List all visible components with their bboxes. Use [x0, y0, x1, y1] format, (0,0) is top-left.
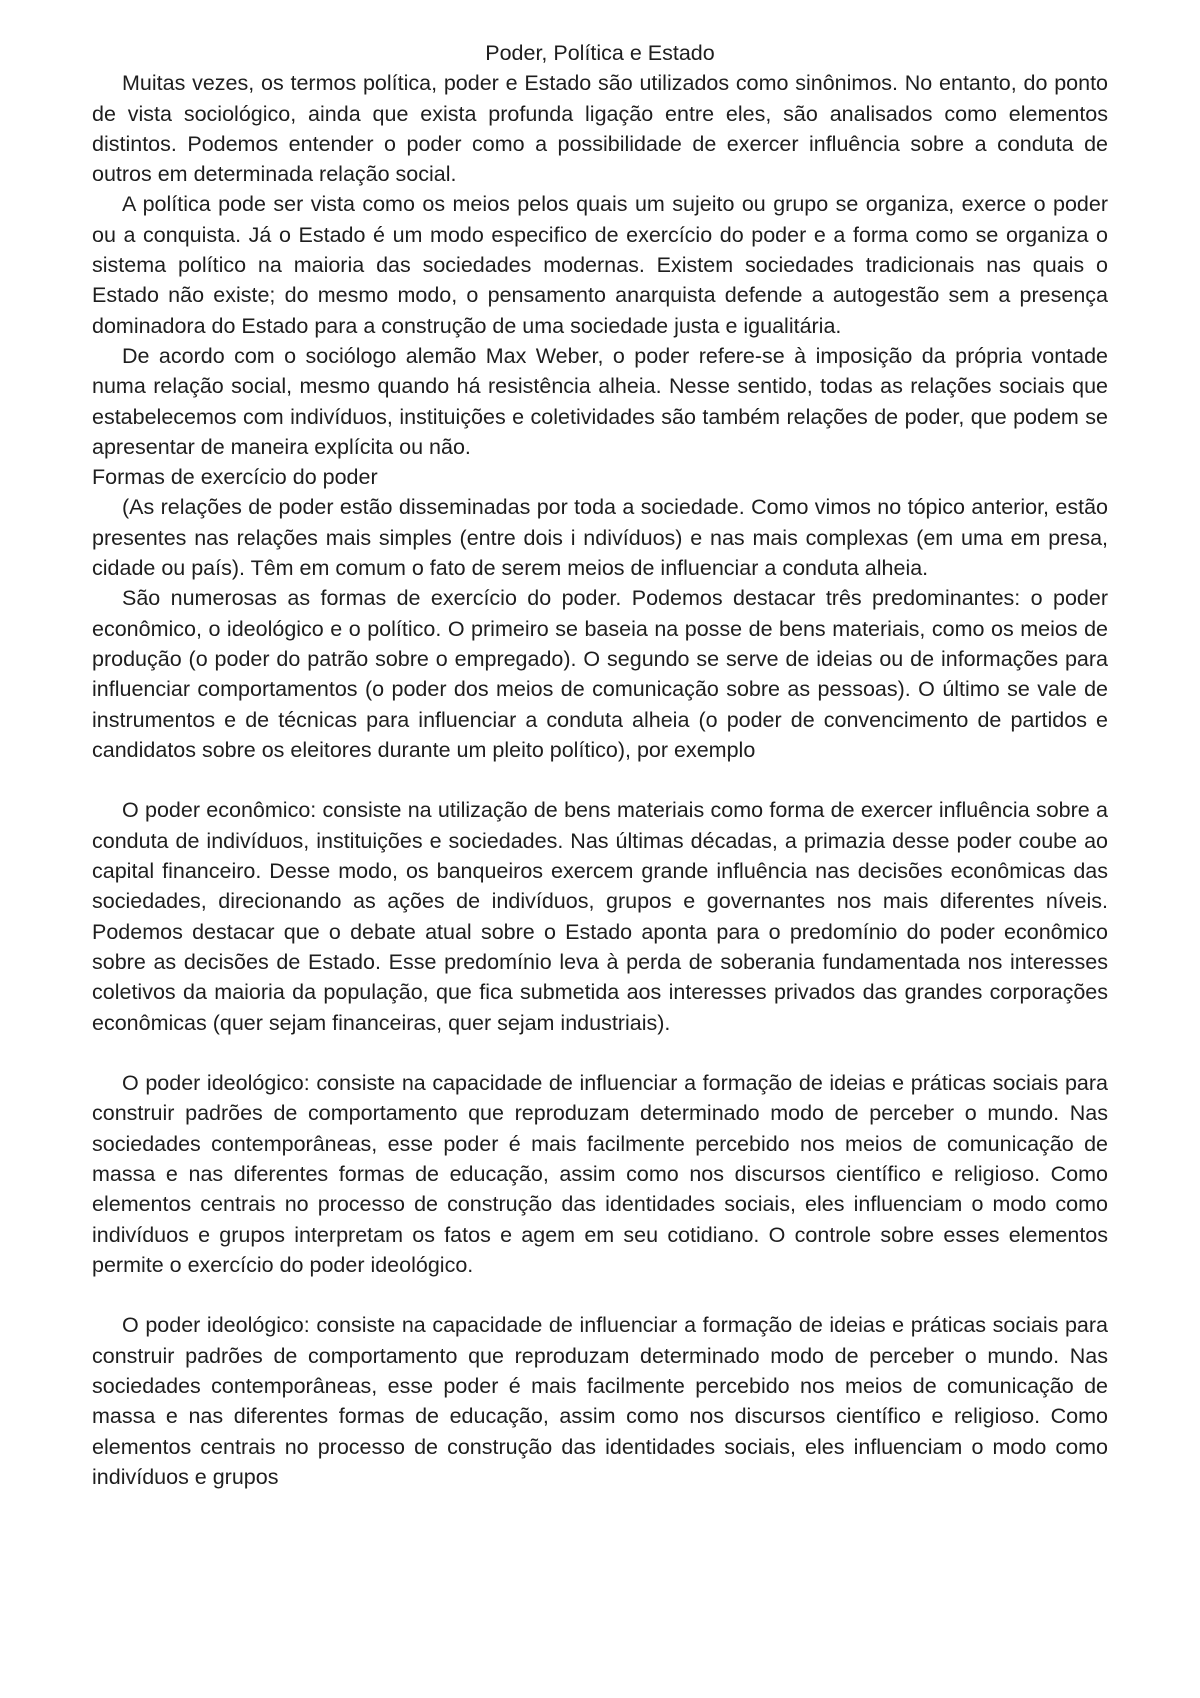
blank-line: [92, 1038, 1108, 1068]
paragraph-politica: A política pode ser vista como os meios pelos quais um sujeito ou grupo se organiza, exerce o poder ou a conquista. Já o Estado é um modo especifico de exercício do poder e a forma como se organiza o sistema político na maioria das sociedades modernas. Existem sociedades tradicionais nas quais o Estado não existe; do mesmo modo, o pensamento anarquista defende a autogestão sem a presença dominadora do Estado para a construção de uma sociedade justa e igualitária.: [92, 192, 1108, 338]
section-heading: Formas de exercício do poder: [92, 465, 378, 490]
paragraph-poder-ideologico-repeat: O poder ideológico: consiste na capacidade de influenciar a formação de ideias e práticas sociais para construir padrões de comportamento que reproduzam determinado modo de perceber o mundo. Nas sociedades contemporâneas, esse poder é mais facilmente percebido nos meios de comunicação de massa e nas diferentes formas de educação, assim como nos discursos científico e religioso. Como elementos centrais no processo de construção das identidades sociais, eles influenciam o modo como indivíduos e grupos: [92, 1313, 1108, 1489]
paragraph-poder-economico: O poder econômico: consiste na utilização de bens materiais como forma de exercer influência sobre a conduta de indivíduos, instituições e sociedades. Nas últimas décadas, a primazia desse poder coube ao capital financeiro. Desse modo, os banqueiros exercem grande influência nas decisões econômicas das sociedades, direcionando as ações de indivíduos, grupos e governantes nos mais diferentes níveis. Podemos destacar que o debate atual sobre o Estado aponta para o predomínio do poder econômico sobre as decisões de Estado. Esse predomínio leva à perda de soberania fundamentada nos interesses coletivos da maioria da população, que fica submetida aos interesses privados das grandes corporações econômicas (quer sejam financeiras, quer sejam industriais).: [92, 798, 1108, 1035]
document-page: [92, 38, 1108, 1492]
paragraph-weber: De acordo com o sociólogo alemão Max Weber, o poder refere-se à imposição da própria vontade numa relação social, mesmo quando há resistência alheia. Nesse sentido, todas as relações sociais que estabelecemos com indivíduos, instituições e coletividades são também relações de poder, que podem se apresentar de maneira explícita ou não.: [92, 343, 1108, 459]
paragraph-intro: Muitas vezes, os termos política, poder e Estado são utilizados como sinônimos. No entanto, do ponto de vista sociológico, ainda que exista profunda ligação entre eles, são analisados como elementos distintos. Podemos entender o poder como a possibilidade de exercer influência sobre a conduta de outros em determinada relação social.: [92, 71, 1108, 187]
paragraph-poder-ideologico: O poder ideológico: consiste na capacidade de influenciar a formação de ideias e práticas sociais para construir padrões de comportamento que reproduzam determinado modo de perceber o mundo. Nas sociedades contemporâneas, esse poder é mais facilmente percebido nos meios de comunicação de massa e nas diferentes formas de educação, assim como nos discursos científico e religioso. Como elementos centrais no processo de construção das identidades sociais, eles influenciam o modo como indivíduos e grupos interpretam os fatos e agem em seu cotidiano. O controle sobre esses elementos permite o exercício do poder ideológico.: [92, 1071, 1108, 1277]
paragraph-formas: São numerosas as formas de exercício do poder. Podemos destacar três predominantes: o poder econômico, o ideológico e o político. O primeiro se baseia na posse de bens materiais, como os meios de produção (o poder do patrão sobre o empregado). O segundo se serve de ideias ou de informações para influenciar comportamentos (o poder dos meios de comunicação sobre as pessoas). O último se vale de instrumentos e de técnicas para influenciar a conduta alheia (o poder de convencimento de partidos e candidatos sobre os eleitores durante um pleito político), por exemplo: [92, 586, 1108, 762]
document-title: Poder, Política e Estado: [485, 41, 715, 65]
blank-line: [92, 765, 1108, 795]
paragraph-relacoes: (As relações de poder estão disseminadas por toda a sociedade. Como vimos no tópico anterior, estão presentes nas relações mais simples (entre dois i ndivíduos) e nas mais complexas (em uma em presa, cidade ou país). Têm em comum o fato de serem meios de influenciar a conduta alheia.: [92, 495, 1108, 581]
blank-line: [92, 1280, 1108, 1310]
